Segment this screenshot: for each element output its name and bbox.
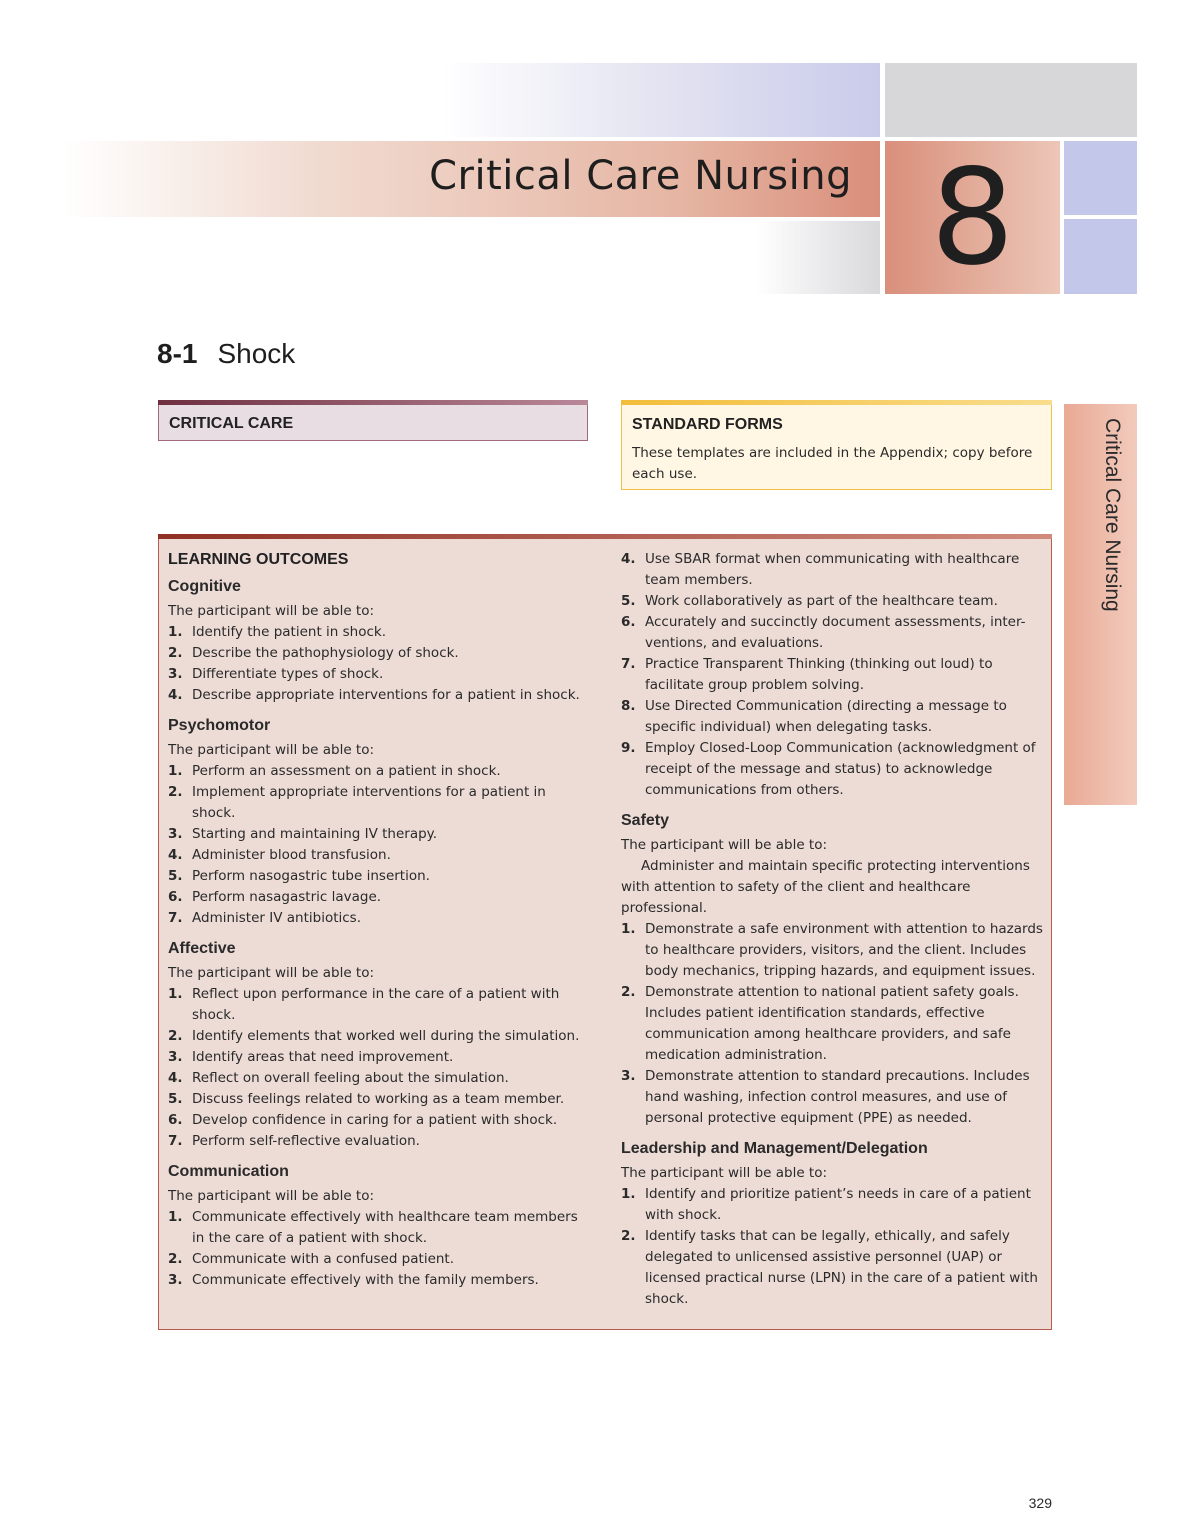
list-item <box>168 908 593 929</box>
header-decor-blue-top <box>1064 141 1137 215</box>
item-number: 7. <box>168 1133 183 1149</box>
item-number: 9. <box>621 740 636 756</box>
item-text: Reflect upon performance in the care of a patient with shock. <box>192 986 560 1023</box>
section-number: 8-1 <box>157 338 198 369</box>
list-item <box>168 643 593 664</box>
learning-outcomes-right-column <box>621 549 1047 1310</box>
item-number: 4. <box>168 847 183 863</box>
item-text: Differentiate types of shock. <box>192 666 384 682</box>
list-item <box>621 654 1047 696</box>
item-number: 2. <box>168 645 183 661</box>
item-number: 7. <box>621 656 636 672</box>
list-item <box>621 612 1047 654</box>
item-number: 6. <box>621 614 636 630</box>
item-text: Identify the patient in shock. <box>192 624 387 640</box>
list-item <box>168 1110 593 1131</box>
leadership-heading: Leadership and Management/Delegation <box>621 1140 928 1157</box>
safety-heading: Safety <box>621 812 670 829</box>
item-number: 3. <box>168 1272 183 1288</box>
item-text: Perform nasogastric tube insertion. <box>192 868 430 884</box>
item-text: Use SBAR format when communicating with healthcare team members. <box>645 551 1020 588</box>
section-title: Shock <box>217 338 296 369</box>
communication-intro: The participant will be able to: <box>168 1188 375 1204</box>
item-text: Perform self-reflective evaluation. <box>192 1133 420 1149</box>
page-number: 329 <box>1028 1495 1052 1511</box>
standard-forms-label: STANDARD FORMS <box>632 416 783 433</box>
list-item <box>621 738 1047 801</box>
chapter-title: Critical Care Nursing <box>429 153 852 199</box>
item-number: 6. <box>168 889 183 905</box>
header-decor-blue-bottom <box>1064 219 1137 294</box>
learning-outcomes-left-column <box>168 549 593 1291</box>
list-item <box>168 887 593 908</box>
item-text: Identify and prioritize patient’s needs in care of a patient with shock. <box>645 1186 1031 1223</box>
item-text: Administer IV antibiotics. <box>192 910 362 926</box>
item-text: Implement appropriate interventions for a patient in shock. <box>192 784 546 821</box>
item-number: 2. <box>621 984 636 1000</box>
item-text: Work collaboratively as part of the healthcare team. <box>645 593 998 609</box>
item-number: 4. <box>621 551 636 567</box>
list-item <box>621 1226 1047 1310</box>
item-text: Starting and maintaining IV therapy. <box>192 826 438 842</box>
communication-list-part1 <box>168 1207 593 1291</box>
psychomotor-heading: Psychomotor <box>168 717 271 734</box>
item-text: Identify elements that worked well during the simulation. <box>192 1028 580 1044</box>
item-text: Communicate with a confused patient. <box>192 1251 455 1267</box>
header-decor-top-fade <box>440 63 880 137</box>
list-item <box>168 1270 593 1291</box>
chapter-title-band <box>63 141 880 217</box>
list-item <box>168 1249 593 1270</box>
list-item <box>168 1089 593 1110</box>
chapter-number: 8 <box>930 141 1015 295</box>
cognitive-list <box>168 622 593 706</box>
item-text: Discuss feelings related to working as a team member. <box>192 1091 565 1107</box>
affective-intro: The participant will be able to: <box>168 965 375 981</box>
item-number: 1. <box>168 763 183 779</box>
item-number: 1. <box>168 986 183 1002</box>
item-number: 2. <box>168 1028 183 1044</box>
item-text: Perform nasagastric lavage. <box>192 889 382 905</box>
list-item <box>621 919 1047 982</box>
item-number: 5. <box>168 1091 183 1107</box>
standard-forms-text: These templates are included in the Appendix; copy before each use. <box>632 445 1033 482</box>
item-number: 3. <box>168 826 183 842</box>
item-number: 1. <box>621 1186 636 1202</box>
list-item <box>168 622 593 643</box>
list-item <box>168 845 593 866</box>
item-number: 6. <box>168 1112 183 1128</box>
item-text: Identify areas that need improvement. <box>192 1049 454 1065</box>
standard-forms-box <box>621 404 1052 490</box>
item-number: 5. <box>168 868 183 884</box>
item-number: 5. <box>621 593 636 609</box>
learning-outcomes-panel <box>158 538 1052 1330</box>
list-item <box>168 1047 593 1068</box>
item-number: 4. <box>168 687 183 703</box>
item-text: Practice Transparent Thinking (thinking out loud) to facilitate group problem solving. <box>645 656 993 693</box>
item-number: 1. <box>621 921 636 937</box>
safety-intro: The participant will be able to: <box>621 837 828 853</box>
section-heading <box>157 338 295 370</box>
list-item <box>168 685 593 706</box>
list-item <box>168 761 593 782</box>
item-text: Develop confidence in caring for a patient with shock. <box>192 1112 558 1128</box>
item-text: Identify tasks that can be legally, ethically, and safely delegated to unlicensed assistive personnel (UAP) or licensed practical nurse (LPN) in the care of a patient with shock. <box>645 1228 1038 1307</box>
leadership-list <box>621 1184 1047 1310</box>
item-text: Use Directed Communication (directing a message to specific individual) when delegating tasks. <box>645 698 1007 735</box>
safety-list <box>621 919 1047 1129</box>
psychomotor-intro: The participant will be able to: <box>168 742 375 758</box>
safety-intro-detail: Administer and maintain specific protecting interventions with attention to safety of the client and healthcare professional. <box>621 858 1030 916</box>
learning-outcomes-title: LEARNING OUTCOMES <box>168 551 349 568</box>
list-item <box>168 1068 593 1089</box>
item-text: Perform an assessment on a patient in shock. <box>192 763 501 779</box>
item-number: 7. <box>168 910 183 926</box>
list-item <box>621 1184 1047 1226</box>
chapter-number-block <box>885 141 1060 294</box>
cognitive-intro: The participant will be able to: <box>168 603 375 619</box>
item-number: 3. <box>168 1049 183 1065</box>
list-item <box>621 591 1047 612</box>
list-item <box>168 1026 593 1047</box>
affective-list <box>168 984 593 1152</box>
item-number: 3. <box>168 666 183 682</box>
item-text: Describe appropriate interventions for a patient in shock. <box>192 687 580 703</box>
critical-care-box <box>158 404 588 441</box>
affective-heading: Affective <box>168 940 236 957</box>
item-text: Demonstrate attention to standard precautions. Includes hand washing, infection control measures, and use of personal protective equipment (PPE) as needed. <box>645 1068 1030 1126</box>
cognitive-heading: Cognitive <box>168 578 241 595</box>
list-item <box>621 982 1047 1066</box>
list-item <box>168 1207 593 1249</box>
item-text: Employ Closed-Loop Communication (acknowledgment of receipt of the message and status) to acknowledge communications from others. <box>645 740 1036 798</box>
item-number: 8. <box>621 698 636 714</box>
communication-heading: Communication <box>168 1163 289 1180</box>
list-item <box>621 549 1047 591</box>
list-item <box>621 1066 1047 1129</box>
item-text: Communicate effectively with the family members. <box>192 1272 539 1288</box>
item-text: Describe the pathophysiology of shock. <box>192 645 459 661</box>
item-number: 1. <box>168 1209 183 1225</box>
list-item <box>168 824 593 845</box>
item-text: Accurately and succinctly document assessments, inter- ventions, and evaluations. <box>645 614 1026 651</box>
header-decor-bottom-fade <box>755 221 880 294</box>
psychomotor-list <box>168 761 593 929</box>
list-item <box>168 866 593 887</box>
item-number: 3. <box>621 1068 636 1084</box>
list-item <box>168 984 593 1026</box>
header-decor-top-gray <box>885 63 1137 137</box>
item-number: 2. <box>168 1251 183 1267</box>
list-item <box>168 1131 593 1152</box>
item-number: 2. <box>168 784 183 800</box>
item-number: 2. <box>621 1228 636 1244</box>
list-item <box>168 664 593 685</box>
item-text: Administer blood transfusion. <box>192 847 391 863</box>
item-text: Reflect on overall feeling about the simulation. <box>192 1070 509 1086</box>
leadership-intro: The participant will be able to: <box>621 1165 828 1181</box>
item-text: Demonstrate a safe environment with attention to hazards to healthcare providers, visitors, and the client. Includes body mechanics, tripping hazards, and equipment issues. <box>645 921 1043 979</box>
list-item <box>168 782 593 824</box>
critical-care-label: CRITICAL CARE <box>169 415 294 432</box>
item-text: Demonstrate attention to national patient safety goals. Includes patient identification standards, effective communication among healthcare providers, and safe medication administration. <box>645 984 1019 1063</box>
item-text: Communicate effectively with healthcare team members in the care of a patient with shock. <box>192 1209 578 1246</box>
communication-list-part2 <box>621 549 1047 801</box>
list-item <box>621 696 1047 738</box>
item-number: 4. <box>168 1070 183 1086</box>
side-tab-label: Critical Care Nursing <box>1101 418 1124 612</box>
item-number: 1. <box>168 624 183 640</box>
